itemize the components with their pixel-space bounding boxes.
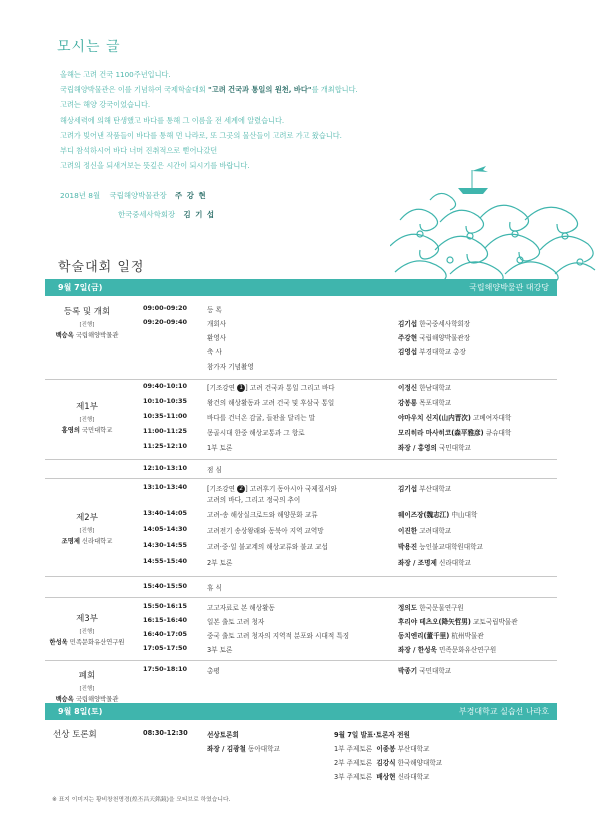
session-role: [진행] (79, 686, 95, 692)
session-part3 (45, 598, 557, 661)
number-badge-1-icon: 1 (237, 384, 245, 392)
table-row: 09:00-09:20 등 록 (143, 304, 222, 314)
day2-header-bar (45, 703, 557, 720)
table-row: 16:15-16:40 일본 출토 고려 청자 후리야 테츠오(降矢哲男) 교토국립박물관 (143, 616, 518, 626)
session-part1 (45, 380, 557, 460)
session-closing (45, 661, 557, 703)
table-row: 10:35-11:00 바다를 건너온 감귤, 들판을 달리는 말 야마우치 신지(山内晋次) 고베여자대학 (143, 412, 512, 422)
session-role: [진행] (79, 417, 95, 423)
table-row: 12:10-13:10 점 심 (143, 464, 222, 474)
table-row: 09:20-09:40 개회사 김기섭 한국중세사학회장 (143, 318, 471, 328)
day1-header-bar (45, 279, 557, 296)
session-name: 선상 토론회 (53, 730, 97, 740)
table-row: 10:10-10:35 왕건의 해상활동과 고려 건국 및 후삼국 통일 강봉룡 목포대학교 (143, 397, 452, 407)
presenters: 9월 7일 발표·토론자 전원 (334, 731, 410, 739)
greeting-line: 해상세력에 의해 탄생했고 바다를 통해 그 이름을 전 세계에 알렸습니다. (60, 115, 285, 125)
table-row: 09:40-10:10 [기조강연 1 ] 고려 건국과 통일 그리고 바다 이정신 한남대학교 (143, 382, 452, 392)
session-lunch (45, 460, 557, 479)
greeting-body (60, 67, 490, 173)
session-moderator: 백승옥 국립해양박물관 (55, 696, 119, 703)
session-name: 제3부 (76, 614, 98, 624)
greeting-line: 고려가 빚어낸 작품들이 바다를 통해 먼 나라로, 또 그곳의 물산들이 고려로 가고 왔습니다. (60, 130, 342, 140)
day2-date: 9월 8일(토) (58, 707, 103, 716)
topic-row: 1부 주제토론 이종봉 부산대학교 (334, 745, 430, 753)
table-row: 축 사 김영섭 부경대학교 총장 (207, 348, 466, 356)
number-badge-2-icon: 2 (237, 485, 245, 493)
table-row: 15:50-16:15 고고자료로 본 해상활동 정의도 한국문물연구원 (143, 602, 464, 612)
greeting-title: 모시는 글 (57, 39, 121, 55)
table-row: 16:40-17:05 중국 출토 고려 청자의 지역적 분포와 시대적 특징 동치엔리(董千里) 杭州박물관 (143, 630, 484, 640)
boat-icon (458, 166, 488, 194)
session-break (45, 577, 557, 598)
time: 08:30-12:30 (143, 729, 188, 737)
greeting-line: 고려는 해양 강국이었습니다. (60, 100, 151, 110)
table-row: 환영사 주강현 국립해양박물관장 (207, 334, 471, 342)
table-row: 13:40-14:05 고려-송 해상실크로드와 해양문화 교류 웨이즈장(魏志江) 中山대학 (143, 509, 478, 519)
table-row: 11:00-11:25 몽골시대 한중 해상교통과 그 항로 모리히라 마사히코(森平雅彦) 큐슈대학 (143, 427, 512, 437)
day1-date: 9월 7일(금) (58, 283, 103, 292)
day2-venue: 부경대학교 실습선 나라호 (458, 707, 549, 716)
footnote: ※ 표지 이미지는 황비창천명경(煌丕昌天銘鏡)을 모티브로 하였습니다. (52, 797, 231, 803)
session-moderator: 홍영의 국민대학교 (61, 427, 113, 434)
greeting-line: 국립해양박물관은 이를 기념하여 국제학술대회 "고려 건국과 통일의 원천, 바다"를 개최합니다. (60, 85, 358, 95)
session-moderator: 한성욱 민족문화유산연구원 (49, 639, 125, 646)
table-row: 11:25-12:10 1부 토론 좌장 / 홍영의 국민대학교 (143, 442, 471, 452)
day1-venue: 국립해양박물관 대강당 (469, 283, 549, 292)
session-part2 (45, 479, 557, 577)
program: 선상토론회 (207, 731, 239, 739)
session-name: 등록 및 개회 (63, 307, 111, 317)
topic-row: 3부 주제토론 배상현 신라대학교 (334, 773, 430, 781)
signature-1: 2018년 8월 국립해양박물관장 주 강 현 (60, 191, 207, 200)
table-row: 13:10-13:40 [기조강연 2 ] 고려후기 동아시아 국제질서와 김기섭 부산대학교 (143, 483, 452, 493)
table-row: 14:55-15:40 2부 토론 좌장 / 조명제 신라대학교 (143, 557, 471, 567)
greeting-line: 올해는 고려 건국 1100주년입니다. (60, 70, 171, 79)
greeting-line: 부디 참석하시어 바다 너머 진취적으로 뻗어나갔던 (60, 146, 218, 156)
table-row: 고려의 바다, 그리고 정국의 추이 (207, 496, 301, 504)
table-row: 17:05-17:50 3부 토론 좌장 / 한성욱 민족문화유산연구원 (143, 644, 497, 654)
session-moderator: 조명제 신라대학교 (61, 538, 113, 545)
table-row: 15:40-15:50 휴 식 (143, 582, 222, 592)
session-opening (45, 296, 557, 380)
wave-boat-illustration (390, 160, 600, 290)
schedule-title: 학술대회 일정 (58, 260, 145, 275)
greeting-line: 고려의 정신을 되새겨보는 뜻깊은 시간이 되시기를 바랍니다. (60, 161, 250, 171)
table-row: 17:50-18:10 총평 박종기 국민대학교 (143, 665, 452, 675)
table-row: 14:30-14:55 고려·중·일 불교계의 해상교류와 불교 교섭 박용진 능인불교대학원대학교 (143, 541, 483, 551)
session-name: 제2부 (76, 513, 98, 523)
table-row: 14:05-14:30 고려전기 송상왕래와 동북아 지역 교역망 이진한 고려대학교 (143, 525, 452, 535)
signature-2: 한국중세사학회장 김 기 섭 (118, 210, 216, 219)
day2-schedule (45, 722, 557, 792)
session-role: [진행] (79, 629, 95, 635)
session-name: 제1부 (76, 402, 98, 412)
table-row: 참가자 기념촬영 (207, 363, 254, 371)
chair: 좌장 / 김광철 동아대학교 (207, 745, 280, 753)
session-role: [진행] (79, 528, 95, 534)
topic-row: 2부 주제토론 김강식 한국해양대학교 (334, 759, 443, 767)
session-name: 폐회 (78, 671, 96, 681)
session-role: [진행] (79, 322, 95, 328)
session-moderator: 백승옥 국립해양박물관 (55, 332, 119, 339)
